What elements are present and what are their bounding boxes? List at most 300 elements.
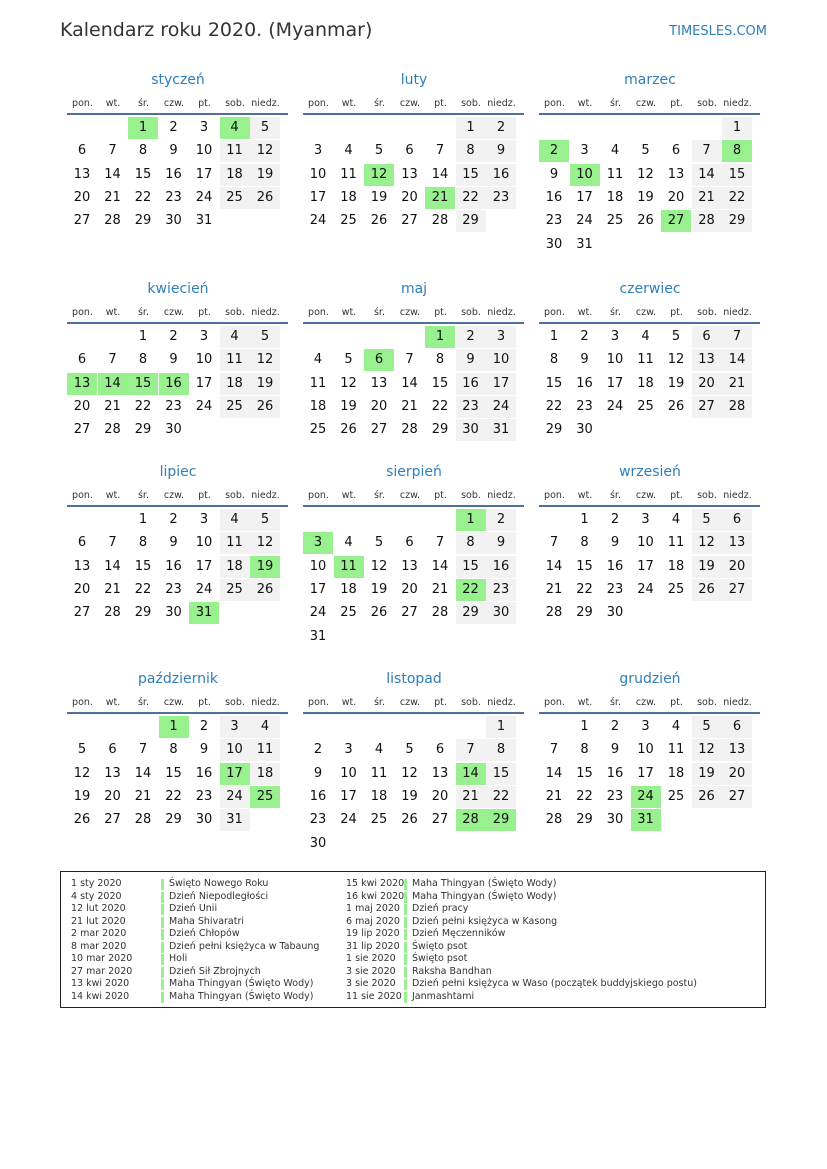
holiday-date: 15 kwi 2020 (346, 878, 405, 889)
holiday-day-cell: 24 (631, 786, 661, 808)
weekday-label: wt. (105, 697, 121, 708)
weekday-label: pon. (308, 98, 329, 109)
day-cell: 22 (722, 187, 752, 209)
day-cell: 26 (340, 422, 357, 438)
day-cell: 27 (401, 213, 418, 229)
weekday-label: śr. (609, 697, 621, 708)
holiday-day-cell: 21 (425, 187, 455, 209)
day-cell: 1 (138, 512, 148, 527)
day-cell: 3 (199, 512, 209, 527)
header-rule (539, 712, 760, 714)
day-cell: 12 (370, 558, 388, 574)
day-cell: 18 (309, 398, 327, 414)
day-cell: 15 (576, 765, 593, 781)
day-cell: 17 (637, 765, 654, 781)
weekday-label: śr. (373, 490, 385, 501)
holiday-name: Święto Nowego Roku (169, 878, 269, 889)
day-cell: 5 (641, 143, 650, 159)
day-cell: 28 (431, 605, 449, 621)
day-cell: 15 (722, 164, 752, 186)
day-cell: 25 (606, 213, 624, 229)
weekday-label: sob. (225, 307, 245, 318)
holiday-name: Dzień Męczenników (412, 928, 506, 939)
month-name: kwiecień (147, 281, 209, 297)
holiday-day-cell: 31 (631, 809, 661, 831)
holiday-day-cell: 29 (486, 809, 516, 831)
holiday-marker (404, 904, 407, 915)
day-cell: 3 (199, 329, 209, 344)
weekday-label: niedz. (487, 98, 516, 109)
day-cell: 13 (401, 166, 418, 182)
day-cell: 30 (606, 605, 624, 621)
day-cell: 6 (435, 742, 445, 758)
day-cell: 24 (309, 213, 327, 229)
day-cell: 20 (73, 581, 91, 597)
day-cell: 2 (169, 329, 178, 344)
weekday-label: sob. (697, 307, 717, 318)
day-cell: 19 (250, 164, 280, 186)
day-cell: 30 (486, 602, 516, 624)
weekday-label: śr. (373, 98, 385, 109)
day-cell: 18 (606, 189, 624, 205)
day-cell: 22 (165, 788, 182, 804)
day-cell: 26 (73, 812, 91, 828)
day-cell: 2 (610, 512, 620, 527)
day-cell: 18 (637, 375, 654, 391)
holiday-day-cell: 14 (456, 763, 486, 785)
day-cell: 12 (340, 375, 357, 391)
month-name: czerwiec (619, 281, 681, 297)
day-cell: 16 (576, 375, 593, 391)
day-cell: 5 (250, 326, 280, 348)
header-rule (539, 322, 760, 324)
weekday-label: sob. (225, 98, 245, 109)
holiday-marker (404, 967, 407, 978)
day-cell: 8 (456, 532, 486, 554)
day-cell: 9 (169, 143, 178, 159)
day-cell: 9 (169, 352, 178, 368)
day-cell: 23 (606, 788, 624, 804)
day-cell: 25 (667, 788, 685, 804)
day-cell: 18 (370, 788, 388, 804)
day-cell: 26 (370, 213, 388, 229)
day-cell: 16 (195, 765, 213, 781)
day-cell: 11 (220, 349, 250, 371)
day-cell: 28 (104, 213, 121, 229)
day-cell: 11 (667, 742, 685, 758)
holiday-day-cell: 6 (364, 349, 394, 371)
header-rule (303, 322, 524, 324)
weekday-label: wt. (341, 98, 357, 109)
day-cell: 25 (340, 605, 357, 621)
weekday-label: czw. (163, 490, 185, 501)
weekday-label: czw. (399, 697, 421, 708)
day-cell: 28 (104, 605, 121, 621)
day-cell: 17 (309, 189, 327, 205)
day-cell: 8 (456, 140, 486, 162)
holiday-name: Maha Thingyan (Święto Wody) (412, 878, 557, 889)
day-cell: 30 (195, 812, 213, 828)
day-cell: 17 (486, 373, 516, 395)
day-cell: 14 (401, 375, 418, 391)
weekday-label: śr. (137, 490, 149, 501)
day-cell: 1 (580, 512, 589, 527)
weekday-label: sob. (461, 490, 481, 501)
day-cell: 26 (637, 213, 654, 229)
day-cell: 7 (138, 742, 148, 758)
day-cell: 15 (576, 558, 593, 574)
day-cell: 13 (401, 558, 418, 574)
weekday-label: niedz. (723, 307, 752, 318)
weekday-label: pt. (434, 307, 447, 318)
holiday-name: Dzień pełni księżyca w Waso (początek buddyjskiego postu) (412, 978, 697, 989)
day-cell: 15 (456, 556, 486, 578)
day-cell: 6 (77, 352, 87, 368)
day-cell: 14 (431, 558, 449, 574)
holiday-marker (161, 917, 164, 928)
weekday-label: wt. (105, 307, 121, 318)
day-cell: 10 (606, 352, 624, 368)
weekday-label: czw. (399, 307, 421, 318)
weekday-label: pt. (198, 697, 211, 708)
header-rule (539, 505, 760, 507)
weekday-label: niedz. (723, 490, 752, 501)
holiday-day-cell: 15 (128, 373, 158, 395)
weekday-label: niedz. (251, 490, 280, 501)
day-cell: 10 (637, 742, 654, 758)
day-cell: 20 (73, 398, 91, 414)
day-cell: 16 (165, 558, 182, 574)
day-cell: 16 (606, 558, 624, 574)
day-cell: 18 (340, 189, 357, 205)
holiday-date: 21 lut 2020 (71, 915, 126, 927)
weekday-label: pt. (434, 98, 447, 109)
day-cell: 19 (73, 788, 91, 804)
weekday-label: pt. (198, 98, 211, 109)
day-cell: 27 (692, 396, 722, 418)
day-cell: 6 (722, 716, 752, 738)
weekday-label: śr. (137, 697, 149, 708)
day-cell: 22 (456, 187, 486, 209)
day-cell: 26 (667, 398, 685, 414)
holiday-date: 10 mar 2020 (71, 953, 133, 964)
day-cell: 21 (104, 581, 121, 597)
weekday-label: pon. (544, 307, 565, 318)
day-cell: 20 (722, 556, 752, 578)
day-cell: 11 (637, 352, 654, 368)
day-cell: 30 (545, 236, 563, 252)
day-cell: 15 (165, 765, 182, 781)
holiday-name: Dzień Chłopów (169, 928, 240, 939)
holiday-name: Dzień pełni księżyca w Tabaung (169, 940, 320, 952)
weekday-label: wt. (105, 490, 121, 501)
day-cell: 2 (456, 326, 486, 348)
day-cell: 24 (195, 189, 213, 205)
day-cell: 27 (73, 422, 91, 438)
day-cell: 28 (692, 210, 722, 232)
day-cell: 28 (722, 396, 752, 418)
weekday-label: pt. (670, 98, 683, 109)
day-cell: 2 (199, 719, 209, 734)
day-cell: 15 (545, 375, 563, 391)
day-cell: 21 (134, 788, 152, 804)
holiday-name: Maha Thingyan (Święto Wody) (412, 890, 557, 902)
day-cell: 27 (104, 812, 121, 828)
holiday-day-cell: 17 (220, 763, 250, 785)
header-rule (67, 505, 288, 507)
holiday-marker (404, 992, 407, 1003)
weekday-label: pt. (434, 697, 447, 708)
day-cell: 9 (199, 742, 209, 758)
day-cell: 1 (549, 329, 559, 344)
holiday-day-cell: 1 (425, 326, 455, 348)
weekday-label: pon. (544, 490, 565, 501)
day-cell: 30 (606, 812, 624, 828)
day-cell: 10 (195, 535, 213, 551)
day-cell: 30 (456, 419, 486, 441)
weekday-label: pt. (198, 307, 211, 318)
day-cell: 20 (401, 581, 418, 597)
weekday-label: śr. (137, 98, 149, 109)
day-cell: 18 (220, 164, 250, 186)
header-rule (67, 712, 288, 714)
day-cell: 28 (104, 422, 121, 438)
weekday-label: czw. (399, 98, 421, 109)
page-title: Kalendarz roku 2020. (Myanmar) (60, 19, 373, 41)
holiday-date: 4 sty 2020 (71, 890, 122, 902)
day-cell: 5 (405, 742, 414, 758)
day-cell: 13 (73, 166, 91, 182)
day-cell: 11 (250, 739, 280, 761)
weekday-label: niedz. (723, 697, 752, 708)
weekday-label: śr. (609, 490, 621, 501)
weekday-label: pt. (434, 490, 447, 501)
day-cell: 9 (456, 349, 486, 371)
day-cell: 14 (431, 166, 449, 182)
day-cell: 26 (250, 396, 280, 418)
holiday-name: Raksha Bandhan (412, 965, 492, 977)
holiday-day-cell: 22 (456, 579, 486, 601)
holiday-marker (404, 879, 407, 890)
day-cell: 1 (456, 117, 486, 139)
day-cell: 20 (431, 788, 449, 804)
day-cell: 22 (486, 786, 516, 808)
weekday-label: wt. (577, 490, 593, 501)
holiday-marker (161, 979, 164, 990)
day-cell: 8 (169, 742, 178, 758)
day-cell: 2 (486, 509, 516, 531)
day-cell: 7 (435, 535, 445, 551)
day-cell: 21 (431, 581, 449, 597)
day-cell: 31 (486, 419, 516, 441)
day-cell: 7 (108, 352, 117, 368)
holiday-date: 11 sie 2020 (346, 990, 402, 1002)
day-cell: 18 (220, 373, 250, 395)
day-cell: 11 (220, 140, 250, 162)
day-cell: 3 (344, 742, 353, 758)
day-cell: 10 (340, 765, 357, 781)
day-cell: 26 (692, 579, 722, 601)
day-cell: 20 (73, 189, 91, 205)
day-cell: 26 (250, 579, 280, 601)
holiday-date: 6 maj 2020 (346, 915, 400, 927)
day-cell: 17 (309, 581, 327, 597)
day-cell: 2 (169, 120, 178, 135)
day-cell: 19 (667, 375, 685, 391)
day-cell: 21 (722, 373, 752, 395)
day-cell: 12 (250, 140, 280, 162)
weekday-label: niedz. (251, 98, 280, 109)
day-cell: 26 (692, 786, 722, 808)
day-cell: 6 (405, 535, 414, 551)
day-cell: 11 (370, 765, 388, 781)
month-name: listopad (386, 671, 442, 687)
day-cell: 17 (195, 166, 213, 182)
day-cell: 25 (220, 579, 250, 601)
day-cell: 27 (73, 213, 91, 229)
day-cell: 27 (370, 422, 388, 438)
day-cell: 8 (580, 742, 589, 758)
day-cell: 7 (108, 143, 117, 159)
weekday-label: śr. (137, 307, 149, 318)
brand-link[interactable]: TIMESLES.COM (669, 24, 767, 39)
holiday-day-cell: 27 (661, 210, 691, 232)
day-cell: 30 (309, 835, 327, 851)
day-cell: 5 (250, 117, 280, 139)
holiday-date: 14 kwi 2020 (71, 990, 130, 1002)
weekday-label: śr. (609, 307, 621, 318)
day-cell: 23 (165, 189, 182, 205)
month-name: luty (400, 72, 428, 88)
holiday-marker (404, 929, 407, 940)
holiday-date: 31 lip 2020 (346, 940, 400, 952)
header-rule (67, 113, 288, 115)
holiday-day-cell: 8 (722, 140, 752, 162)
day-cell: 2 (313, 742, 323, 758)
day-cell: 4 (671, 512, 681, 527)
day-cell: 3 (580, 143, 589, 159)
day-cell: 24 (195, 581, 213, 597)
day-cell: 16 (309, 788, 327, 804)
holiday-name: Janmashtami (412, 990, 475, 1002)
day-cell: 29 (456, 602, 486, 624)
holiday-name: Maha Thingyan (Święto Wody) (169, 978, 314, 989)
day-cell: 29 (576, 605, 593, 621)
day-cell: 9 (580, 352, 589, 368)
day-cell: 13 (104, 765, 121, 781)
holiday-date: 8 mar 2020 (71, 940, 127, 952)
day-cell: 24 (486, 396, 516, 418)
day-cell: 10 (309, 558, 327, 574)
month-name: grudzień (619, 671, 681, 687)
holiday-legend (60, 871, 766, 1008)
day-cell: 17 (606, 375, 624, 391)
day-cell: 1 (486, 716, 516, 738)
day-cell: 17 (637, 558, 654, 574)
day-cell: 1 (138, 329, 148, 344)
day-cell: 7 (435, 143, 445, 159)
day-cell: 27 (401, 605, 418, 621)
weekday-label: śr. (609, 98, 621, 109)
day-cell: 25 (340, 213, 357, 229)
day-cell: 5 (374, 143, 384, 159)
day-cell: 12 (250, 532, 280, 554)
weekday-label: sob. (225, 697, 245, 708)
day-cell: 3 (641, 719, 650, 734)
day-cell: 11 (220, 532, 250, 554)
day-cell: 21 (545, 581, 563, 597)
day-cell: 30 (165, 213, 182, 229)
holiday-date: 13 kwi 2020 (71, 978, 130, 989)
holiday-date: 1 sty 2020 (71, 878, 122, 889)
day-cell: 1 (722, 117, 752, 139)
holiday-day-cell: 12 (364, 164, 394, 186)
day-cell: 24 (340, 812, 357, 828)
day-cell: 31 (576, 236, 593, 252)
day-cell: 15 (431, 375, 449, 391)
day-cell: 6 (405, 143, 414, 159)
day-cell: 11 (340, 166, 357, 182)
day-cell: 22 (134, 398, 152, 414)
day-cell: 5 (374, 535, 384, 551)
weekday-label: pon. (72, 307, 93, 318)
day-cell: 4 (250, 716, 280, 738)
holiday-marker (404, 892, 407, 903)
day-cell: 7 (456, 739, 486, 761)
day-cell: 9 (486, 140, 516, 162)
day-cell: 4 (610, 143, 620, 159)
holiday-day-cell: 4 (220, 117, 250, 139)
day-cell: 9 (549, 166, 559, 182)
weekday-label: pt. (670, 307, 683, 318)
day-cell: 29 (456, 210, 486, 232)
day-cell: 13 (692, 349, 722, 371)
day-cell: 21 (104, 189, 121, 205)
day-cell: 12 (692, 739, 722, 761)
day-cell: 24 (195, 398, 213, 414)
day-cell: 16 (165, 166, 182, 182)
holiday-day-cell: 25 (250, 786, 280, 808)
day-cell: 25 (220, 187, 250, 209)
holiday-marker (404, 917, 407, 928)
day-cell: 10 (486, 349, 516, 371)
day-cell: 2 (610, 719, 620, 734)
holiday-marker (161, 879, 164, 890)
day-cell: 10 (195, 143, 213, 159)
holiday-day-cell: 1 (128, 117, 158, 139)
day-cell: 16 (486, 556, 516, 578)
day-cell: 8 (138, 535, 148, 551)
day-cell: 23 (545, 213, 563, 229)
weekday-label: czw. (635, 307, 657, 318)
day-cell: 20 (667, 189, 685, 205)
header-rule (303, 712, 524, 714)
holiday-name: Święto psot (412, 940, 468, 952)
day-cell: 31 (195, 213, 213, 229)
holiday-marker (404, 954, 407, 965)
day-cell: 11 (309, 375, 327, 391)
day-cell: 24 (309, 605, 327, 621)
day-cell: 29 (431, 422, 449, 438)
day-cell: 7 (108, 535, 117, 551)
day-cell: 17 (576, 189, 593, 205)
weekday-label: sob. (697, 697, 717, 708)
day-cell: 4 (641, 329, 650, 344)
weekday-label: niedz. (723, 98, 752, 109)
holiday-day-cell: 1 (456, 509, 486, 531)
weekday-label: niedz. (487, 697, 516, 708)
day-cell: 6 (692, 326, 722, 348)
